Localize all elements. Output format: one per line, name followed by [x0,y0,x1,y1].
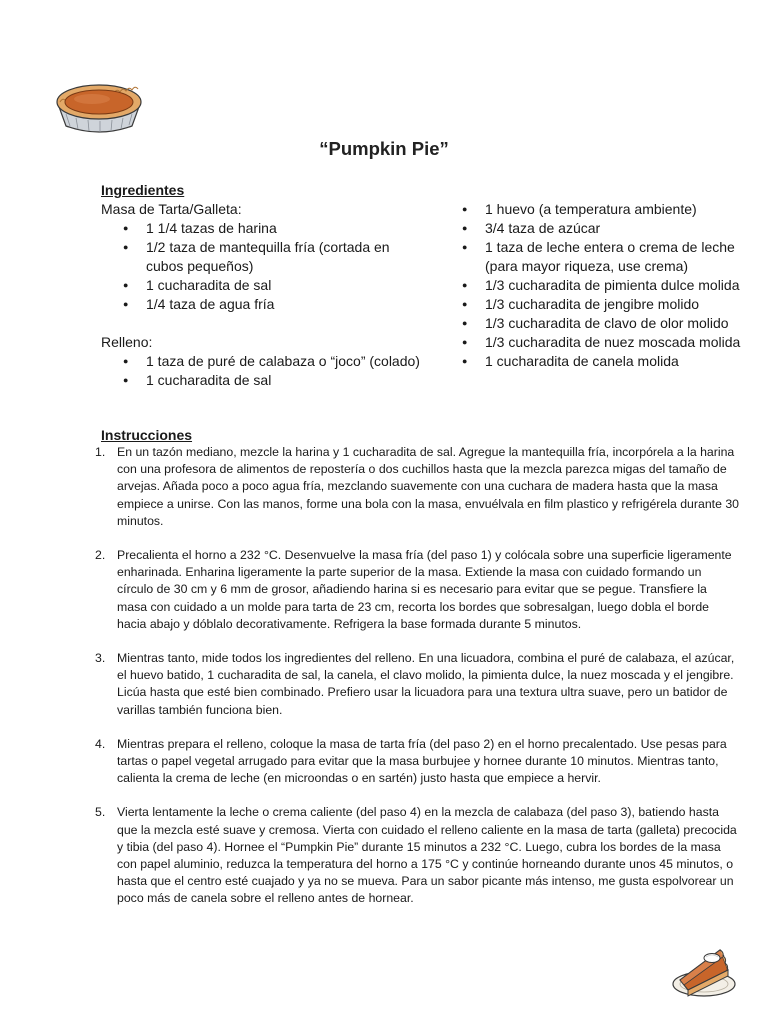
ingredients-left-column [101,181,421,390]
instructions-heading: Instrucciones [101,427,193,443]
list-item [95,804,740,907]
filling-spices-list [462,200,752,371]
list-item: ● 1 taza de puré de calabaza o “joco” (colado) [123,352,421,371]
list-item [95,444,740,530]
list-item [95,650,740,719]
list-item: ● 1/3 cucharadita de jengibre molido [462,295,752,314]
step-number: 5. [95,805,106,820]
page-title: “Pumpkin Pie” [319,138,449,159]
filling-list [101,352,421,390]
step-number: 4. [95,736,106,751]
list-item: ● 1 1/4 tazas de harina [123,219,421,238]
list-item: ● 1/3 cucharadita de pimienta dulce molida [462,276,752,295]
crust-list [101,219,421,314]
list-item: ● 1 cucharadita de canela molida [462,352,752,371]
ingredients-right-column [462,200,752,371]
step-text: Vierta lentamente la leche o crema caliente (del paso 4) en la mezcla de calabaza (del paso 3), batiendo hasta que la mezcla esté suave y cremosa. Vierta con cuidado el relleno caliente en la masa de tarta (galleta) precocida y tibia (del paso 4). Hornee el “Pumpkin Pie” durante 15 minutos a 232 °C. Luego, cubra los bordes de la masa con papel aluminio, reduzca la temperatura del horno a 175 °C y continúe horneando durante unos 45 minutos, o hasta que el centro esté cuajado y ya no se mueva. Para un sabor picante más intenso, me gusta espolvorear un poco más de canela sobre el relleno antes de hornear. [117,805,737,906]
instructions-list [95,444,740,925]
list-item: ● 1 taza de leche entera o crema de leche (para mayor riqueza, use crema) [462,238,752,276]
step-text: Precalienta el horno a 232 °C. Desenvuelve la masa fría (del paso 1) y colócala sobre una superficie ligeramente enharinada. Enharina ligeramente la parte superior de la masa. Extiende la masa con cuidado formando un círculo de 30 cm y 6 mm de grosor, añadiendo harina si es necesario para evitar que se pegue. Transfiere la masa con cuidado a un molde para tarta de 23 cm, recorta los bordes que sobresalgan, luego dobla el borde hacia abajo y dóblalo decorativamente. Refrigera la base formada durante 5 minutos. [117,548,732,631]
ingredients-heading: Ingredientes [101,182,185,198]
step-number: 2. [95,548,106,563]
list-item: ● 1/3 cucharadita de nuez moscada molida [462,333,752,352]
whole-pumpkin-pie-icon [52,74,146,136]
step-text: Mientras tanto, mide todos los ingredientes del relleno. En una licuadora, combina el puré de calabaza, el azúcar, el huevo batido, 1 cucharadita de sal, la canela, el clavo molido, la pimienta dulce, la nuez moscada y el jengibre. Licúa hasta que esté bien combinado. Prefiero usar la licuadora para una textura ultra suave, pero un batidor de varillas también funciona bien. [117,651,735,717]
list-item: ● 1 cucharadita de sal [123,371,421,390]
step-text: En un tazón mediano, mezcle la harina y 1 cucharadita de sal. Agregue la mantequilla fría, incorpórela a la harina con una profesora de alimentos de repostería o dos cuchillos hasta que la mezcla parezca migas del tamaño de arvejas. Añada poco a poco agua fría, mezclando suavemente con una cuchara de madera hasta que la masa empiece a unirse. Con las manos, forme una bola con la masa, envuélvala en film plastico y refrigérela durante 30 minutos. [117,445,740,528]
step-text: Mientras prepara el relleno, coloque la masa de tarta fría (del paso 2) en el horno precalentado. Use pesas para tartas o papel vegetal arrugado para evitar que la masa burbujee y hornee durante 10 minutos. Mientras tanto, calienta la crema de leche (en microondas o en sartén) justo hasta que empiece a hervir. [117,736,727,786]
filling-label: Relleno: [101,334,153,350]
step-number: 1. [95,445,106,459]
list-item: ● 1/4 taza de agua fría [123,295,421,314]
list-item [95,547,740,633]
list-item [95,736,740,788]
crust-label: Masa de Tarta/Galleta: [101,201,242,217]
list-item: ● 1 cucharadita de sal [123,276,421,295]
list-item: ● 1/2 taza de mantequilla fría (cortada en cubos pequeños) [123,238,421,276]
step-number: 3. [95,651,106,666]
pie-slice-icon [670,940,738,1000]
list-item: ● 1 huevo (a temperatura ambiente) [462,200,752,219]
list-item: ● 3/4 taza de azúcar [462,219,752,238]
list-item: ● 1/3 cucharadita de clavo de olor molido [462,314,752,333]
